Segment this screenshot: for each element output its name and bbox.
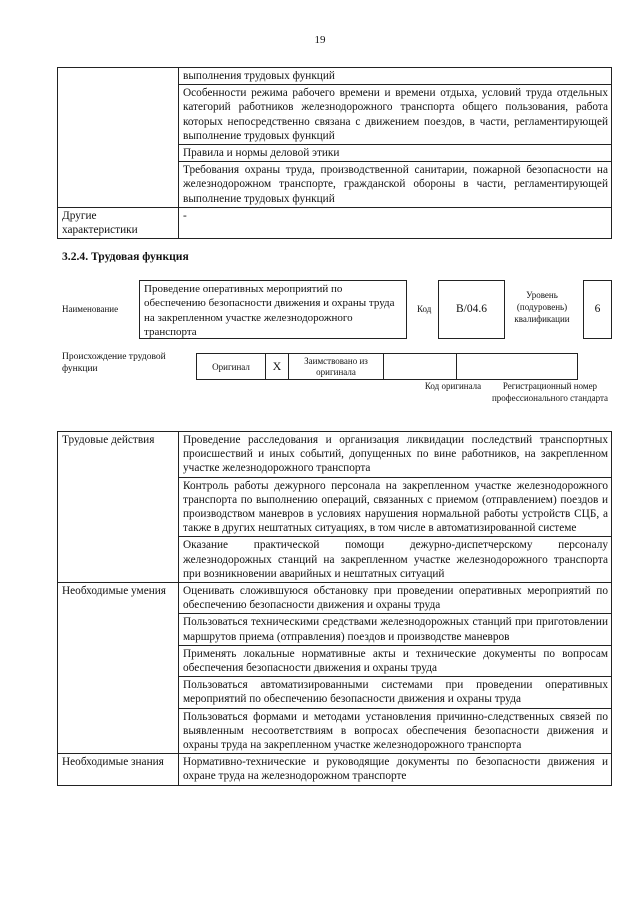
borrowed-cell: Заимствовано из оригинала [289, 354, 384, 380]
function-code: B/04.6 [438, 280, 505, 339]
table-cell: Требования охраны труда, производственной санитарии, пожарной безопасности на железнодорожном транспорте, гражданской обороны в части, регламентирующей выполнение трудовых функций [179, 162, 612, 208]
original-code-cell [384, 354, 457, 380]
original-cell: Оригинал [197, 354, 266, 380]
name-label: Наименование [62, 304, 119, 314]
row-label-knowledge: Необходимые знания [58, 754, 179, 785]
row-label [58, 68, 179, 208]
top-characteristics-table [57, 67, 612, 239]
level-label: Уровень (подуровень) квалификации [514, 290, 570, 324]
registration-number-caption: Регистрационный номер профессионального стандарта [491, 381, 609, 403]
table-cell: Контроль работы дежурного персонала на закрепленном участке железнодорожного транспорта по выполнению операций, связанных с приемом (отправлением) поездов и производством маневров в условиях нарушения нормальной работы устройств СЦБ, а также в других нештатных ситуациях, в том числе в автоматизированной системе [179, 477, 612, 537]
table-cell: Нормативно-технические и руководящие документы по безопасности движения и охране труда на железнодорожном транспорте [179, 754, 612, 785]
page-number: 19 [314, 34, 326, 46]
function-details-table [57, 431, 612, 786]
table-cell: Оказание практической помощи дежурно-диспетчерскому персоналу железнодорожных станций на закрепленном участке железнодорожного транспорта при возникновении аварийных и нештатных ситуаций [179, 537, 612, 583]
table-cell: - [179, 207, 612, 238]
row-label-other: Другие характеристики [58, 207, 179, 238]
code-label: Код [417, 304, 432, 314]
table-cell: выполнения трудовых функций [179, 68, 612, 85]
table-cell: Проведение расследования и организация ликвидации последствий транспортных происшествий и иных событий, допущенных по вине работников, на закрепленном участке железнодорожного транспорта [179, 432, 612, 478]
table-cell: Правила и нормы деловой этики [179, 145, 612, 162]
table-cell: Пользоваться автоматизированными системами при проведении оперативных мероприятий по обеспечению безопасности движения и охраны труда [179, 677, 612, 708]
level-value: 6 [583, 280, 612, 339]
table-cell: Оценивать сложившуюся обстановку при проведении оперативных мероприятий по обеспечению безопасности движения и охраны труда [179, 583, 612, 614]
function-name: Проведение оперативных мероприятий по обеспечению безопасности движения и охраны труда на закрепленном участке железнодорожного транспорта [139, 280, 407, 339]
origin-label: Происхождение трудовой функции [62, 352, 166, 374]
table-cell: Пользоваться формами и методами установления причинно-следственных связей по выявленным несоответствиям в вопросах обеспечения безопасности движения и охраны труда на закрепленном участке железнодорожного транспорта [179, 708, 612, 754]
table-cell: Пользоваться техническими средствами железнодорожных станций при приготовлении маршрутов приема (отправления) поездов и производстве маневров [179, 614, 612, 645]
registration-number-cell [457, 354, 578, 380]
table-cell: Применять локальные нормативные акты и технические документы по вопросам обеспечения безопасности движения и охраны труда [179, 645, 612, 676]
row-label-skills: Необходимые умения [58, 583, 179, 754]
row-label-actions: Трудовые действия [58, 432, 179, 583]
table-cell: Особенности режима рабочего времени и времени отдыха, условий труда отдельных категорий работников железнодорожного транспорта общего пользования, работа которых непосредственно связана с движением поездов, в части, регламентирующей выполнение трудовых функций [179, 85, 612, 145]
original-code-caption: Код оригинала [424, 381, 482, 391]
original-mark: X [266, 354, 289, 380]
origin-table [196, 353, 578, 380]
section-heading: 3.2.4. Трудовая функция [62, 250, 189, 263]
